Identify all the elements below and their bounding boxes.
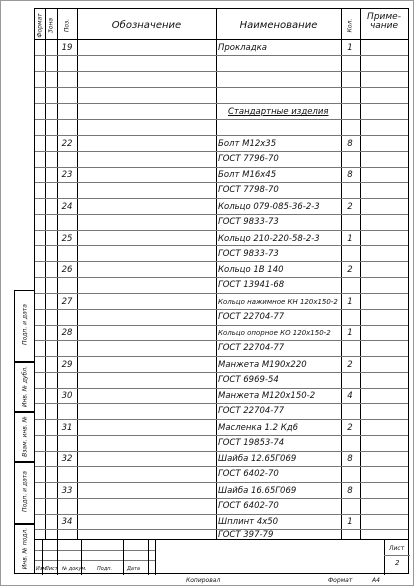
row-pos: 31 (61, 423, 73, 433)
title-block-mid-line (35, 560, 155, 561)
col-line-pos (77, 9, 78, 539)
row-separator (35, 293, 408, 294)
row-pos: 34 (61, 517, 73, 527)
row-name: Манжета М120х150-2 (218, 391, 316, 401)
header-pos: Поз. (63, 18, 71, 33)
row-qty: 1 (347, 328, 353, 338)
header-note: Приме- чание (367, 12, 401, 31)
title-block-top-line (35, 539, 408, 540)
side-label: Инв. № дубл. (21, 365, 29, 408)
row-name: ГОСТ 9833-73 (218, 249, 279, 259)
row-pos: 19 (61, 43, 73, 53)
row-name: ГОСТ 22704-77 (218, 406, 285, 416)
tb-izm: Изм. (36, 566, 48, 572)
row-name: Шайба 16.65Г069 (218, 486, 297, 496)
row-separator (35, 71, 408, 72)
row-name: Кольцо 1В 140 (218, 265, 284, 275)
tb-sheet-number: 2 (395, 559, 400, 567)
side-strip-original-inventory (14, 524, 34, 574)
row-pos: 33 (61, 486, 73, 496)
row-separator (35, 498, 408, 499)
specification-sheet (34, 8, 409, 574)
row-name: Шайба 12.65Г069 (218, 454, 297, 464)
row-separator (35, 325, 408, 326)
row-separator (35, 451, 408, 452)
row-separator (35, 167, 408, 168)
row-separator (35, 182, 408, 183)
side-strip-signature-date-2 (14, 462, 34, 524)
row-qty: 1 (347, 297, 353, 307)
tb-col (148, 539, 149, 575)
side-label: Инв. № подл. (21, 527, 29, 570)
row-separator (35, 340, 408, 341)
row-separator (35, 309, 408, 310)
row-pos: 30 (61, 391, 73, 401)
row-separator (35, 372, 408, 373)
section-title: Стандартные изделия (228, 107, 329, 117)
row-name: ГОСТ 22704-77 (218, 312, 285, 322)
row-qty: 8 (347, 454, 353, 464)
row-separator (35, 119, 408, 120)
row-name: ГОСТ 13941-68 (218, 280, 285, 290)
row-name: ГОСТ 19853-74 (218, 438, 285, 448)
header-zone: Зона (47, 17, 55, 34)
row-pos: 25 (61, 234, 73, 244)
row-name: Кольцо 210-220-58-2-3 (218, 234, 320, 244)
row-name: Болт М12х35 (218, 139, 277, 149)
tb-data: Дата (127, 566, 140, 572)
row-name: Манжета М190х220 (218, 360, 307, 370)
col-line-qty (360, 9, 361, 539)
row-qty: 2 (347, 360, 353, 370)
row-qty: 1 (347, 234, 353, 244)
row-qty: 1 (347, 43, 353, 53)
side-label: Взам. инв. № (21, 416, 29, 457)
row-qty: 2 (347, 265, 353, 275)
row-separator (35, 277, 408, 278)
side-label: Подп. и дата (21, 304, 29, 345)
row-pos: 24 (61, 202, 73, 212)
row-separator (35, 214, 408, 215)
row-name: ГОСТ 22704-77 (218, 343, 285, 353)
row-name: Кольцо опорное КО 120х150-2 (218, 329, 331, 337)
row-separator (35, 245, 408, 246)
row-name: ГОСТ 397-79 (218, 530, 274, 540)
row-separator (35, 55, 408, 56)
col-line-zone (57, 9, 58, 539)
row-name: ГОСТ 6402-70 (218, 469, 279, 479)
footer-copied: Копировал (186, 577, 221, 584)
row-name: Болт М16х45 (218, 170, 277, 180)
footer-format-label: Формат (328, 577, 353, 584)
side-strip-signature-date-1 (14, 290, 34, 362)
row-name: Кольцо нажимное КН 120х150-2 (218, 298, 338, 306)
row-separator (35, 419, 408, 420)
row-qty: 2 (347, 202, 353, 212)
row-qty: 2 (347, 423, 353, 433)
row-separator (35, 403, 408, 404)
row-separator (35, 87, 408, 88)
col-line-format (45, 9, 46, 539)
row-separator (35, 230, 408, 231)
row-pos: 29 (61, 360, 73, 370)
side-label: Подп. и дата (21, 471, 29, 512)
row-pos: 32 (61, 454, 73, 464)
row-separator (35, 151, 408, 152)
side-strip-dup-inventory (14, 362, 34, 412)
row-pos: 22 (61, 139, 73, 149)
tb-sheet-line (384, 555, 410, 556)
footer-format-value: А4 (372, 577, 380, 584)
row-qty: 1 (347, 517, 353, 527)
row-separator (35, 135, 408, 136)
row-separator (35, 198, 408, 199)
row-pos: 26 (61, 265, 73, 275)
row-separator (35, 514, 408, 515)
row-name: ГОСТ 9833-73 (218, 217, 279, 227)
row-name: ГОСТ 6402-70 (218, 501, 279, 511)
col-line-designation (216, 9, 217, 539)
row-name: Масленка 1.2 Кд6 (218, 423, 299, 433)
header-format: Формат (36, 13, 44, 38)
row-separator (35, 482, 408, 483)
header-bottom-line (35, 39, 408, 40)
tb-list: Лист (45, 566, 58, 572)
row-separator (35, 261, 408, 262)
row-separator (35, 388, 408, 389)
row-pos: 23 (61, 170, 73, 180)
row-qty: 8 (347, 170, 353, 180)
row-qty: 8 (347, 486, 353, 496)
row-name: Шплинт 4х50 (218, 517, 279, 527)
header-qty: Кол. (346, 18, 354, 33)
row-name: Прокладка (218, 43, 267, 53)
side-strip-replace-inventory (14, 412, 34, 462)
row-separator (35, 466, 408, 467)
row-separator (35, 356, 408, 357)
row-pos: 28 (61, 328, 73, 338)
row-pos: 27 (61, 297, 73, 307)
tb-ndoc: № докум. (62, 566, 87, 572)
tb-podp: Подп. (97, 566, 113, 572)
row-name: ГОСТ 7798-70 (218, 185, 279, 195)
row-qty: 8 (347, 139, 353, 149)
row-name: Кольцо 079-085-36-2-3 (218, 202, 320, 212)
row-qty: 4 (347, 391, 353, 401)
row-name: ГОСТ 7796-70 (218, 154, 279, 164)
tb-col-sheet (384, 539, 385, 575)
col-line-name (341, 9, 342, 539)
row-separator (35, 435, 408, 436)
header-name: Наименование (239, 20, 318, 31)
title-block-mid-line (35, 550, 155, 551)
tb-col (155, 539, 156, 575)
tb-sheet-label: Лист (389, 545, 405, 552)
row-name: ГОСТ 6969-54 (218, 375, 279, 385)
header-designation: Обозначение (111, 20, 182, 31)
tb-col (123, 539, 124, 575)
row-separator (35, 103, 408, 104)
